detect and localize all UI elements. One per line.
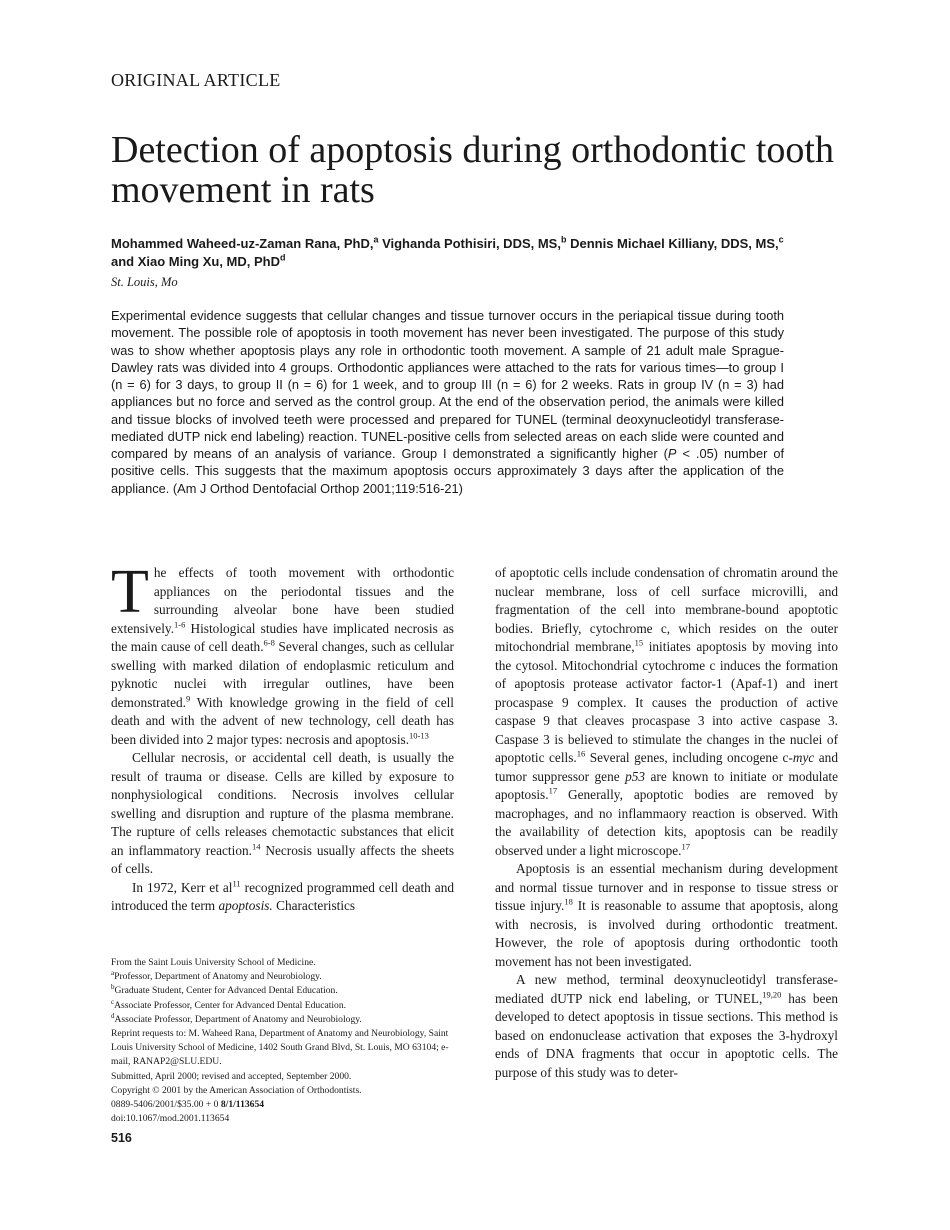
body-paragraph: [495, 860, 838, 971]
paragraph-text: are known to initiate or modulate apoptosis.: [495, 768, 838, 802]
paragraph-text: Cellular necrosis, or accidental cell death, is usually the result of trauma or disease. Cells are killed by exposure to nonphysiological conditions. Necrosis involves cellular swelling and disruption and rupture of the plasma membrane. The rupture of cells releases chemotactic substances that elicit an inflammatory reaction.: [111, 750, 454, 858]
body-paragraph: [111, 749, 454, 879]
emphasized-term: apoptosis.: [218, 898, 273, 913]
paragraph-text: A new method, terminal deoxynucleotidyl transferase-mediated dUTP nick end labeling, or TUNEL,: [495, 972, 838, 1006]
author-name: Vighanda Pothisiri, DDS, MS,: [378, 236, 561, 251]
article-code: 8/1/113654: [220, 1099, 265, 1111]
affiliation-marker: d: [280, 252, 286, 263]
citation: 9: [185, 693, 191, 704]
paragraph-text: In 1972, Kerr et al: [132, 879, 233, 895]
paragraph-text: Apoptosis is an essential mechanism during development and normal tissue turnover and in response to tissue stress or tissue injury.: [495, 861, 838, 913]
paragraph-text: and tumor suppressor gene: [495, 750, 838, 784]
paragraph-text: Several changes, such as cellular swelling with marked dilation of endoplasmic reticulum and pyknotic nuclei with irregular outlines, have been demonstrated.: [111, 639, 454, 710]
author-name: Dennis Michael Killiany, DDS, MS,: [566, 236, 779, 251]
citation: 18: [564, 896, 573, 907]
body-column-right: [495, 564, 838, 1082]
citation: 14: [251, 841, 261, 852]
author-list: [111, 235, 846, 271]
gene-name: myc: [792, 750, 815, 765]
citation: 17: [681, 841, 690, 852]
drop-cap: T: [111, 558, 149, 626]
affiliation-marker: b: [560, 234, 567, 245]
footnote-text: Professor, Department of Anatomy and Neurobiology.: [114, 971, 322, 983]
issn: 0889-5406/2001/$35.00 + 0: [111, 1099, 221, 1111]
citation: 10-13: [409, 730, 429, 741]
paragraph-text: has been developed to detect apoptosis in tissue sections. This method is based on endonuclease activation that exposes the 3-hydroxyl ends of DNA fragments that occur in apoptotic cells. The purpose of this study was to deter-: [495, 990, 838, 1080]
paragraph-text: he effects of tooth movement with orthodontic appliances on the periodontal tissues and the surrounding alveolar bone have been studied extensively.: [111, 565, 454, 636]
affiliation-marker: a: [373, 234, 379, 245]
paragraph-text: initiates apoptosis by moving into the cytosol. Mitochondrial cytochrome c induces the formation of apoptosis protease activator factor-1 (Apaf-1) and inert procaspase 9 complex. It causes the production of active caspase 9 that cleaves procaspase 3 into active caspase 3. Caspase 3 is believed to stimulate the changes in the nuclei of apoptotic cells.: [495, 639, 838, 765]
citation: 17: [548, 785, 558, 796]
abstract: [111, 307, 784, 497]
citation: 11: [232, 878, 241, 889]
footnote-marker: d: [111, 1011, 115, 1020]
issn-line: [111, 1098, 457, 1112]
gene-name: p53: [625, 768, 646, 784]
body-paragraph: [111, 558, 454, 749]
body-paragraph: [495, 971, 838, 1082]
abstract-p-symbol: P: [667, 446, 677, 461]
copyright: Copyright © 2001 by the American Association of Orthodontists.: [111, 1084, 362, 1096]
paragraph-text: of apoptotic cells include condensation of chromatin around the nuclear membrane, loss of cell surface microvilli, and fragmentation of the cell into membrane-bound apoptotic bodies. Briefly, cytochrome c, which resides on the outer mitochondrial membrane,: [495, 565, 838, 654]
abstract-text: < .05) number of positive cells. This suggests that the maximum apoptosis occurs approximately 3 days after the application of the appliance. (Am J Orthod Dentofacial Orthop 2001;119:516-21): [111, 446, 785, 496]
footnote: [111, 984, 457, 998]
doi: doi:10.1067/mod.2001.113654: [111, 1113, 230, 1125]
citation: 1-6: [174, 619, 186, 630]
paragraph-text: Characteristics: [272, 898, 356, 913]
section-label: ORIGINAL ARTICLE: [111, 70, 281, 90]
footnote: From the Saint Louis University School of Medicine.: [111, 957, 316, 968]
footnote-text: Associate Professor, Center for Advanced Dental Education.: [114, 999, 347, 1011]
footnote-text: Graduate Student, Center for Advanced Dental Education.: [114, 985, 338, 997]
footnote-marker: c: [111, 997, 115, 1006]
footnote: [111, 999, 457, 1013]
body-column-left: [111, 558, 454, 916]
footnote-marker: b: [111, 983, 115, 992]
paragraph-text: recognized programmed cell death and introduced the term: [111, 879, 454, 913]
citation: 19,20: [762, 989, 782, 1000]
footnote-text: Associate Professor, Department of Anatomy and Neurobiology.: [114, 1013, 362, 1025]
author-name: Mohammed Waheed-uz-Zaman Rana, PhD,: [111, 236, 374, 251]
footnotes: [111, 956, 457, 1126]
paragraph-text: Necrosis usually affects the sheets of cells.: [111, 842, 454, 876]
article-title: Detection of apoptosis during orthodontic tooth movement in rats: [111, 129, 834, 211]
affiliation-marker: c: [778, 234, 784, 245]
citation: 16: [576, 748, 586, 759]
footnote-marker: a: [111, 969, 115, 978]
page-number: 516: [111, 1131, 132, 1145]
footnote: [111, 1013, 457, 1027]
author-name: and Xiao Ming Xu, MD, PhD: [111, 254, 280, 269]
footnote: [111, 970, 457, 984]
paragraph-text: It is reasonable to assume that apoptosis, along with necrosis, is involved during orthodontic treatment. However, the role of apoptosis during orthodontic tooth movement has not been investigated.: [495, 898, 838, 969]
body-paragraph: [111, 879, 454, 916]
paragraph-text: Histological studies have implicated necrosis as the main cause of cell death.: [111, 620, 454, 654]
citation: 6-8: [263, 637, 275, 648]
paragraph-text: Generally, apoptotic bodies are removed by macrophages, and no inflammaory reaction is observed. With the availability of detection kits, apoptosis can be readily observed under a light microscope.: [495, 787, 838, 858]
body-paragraph: [495, 564, 838, 860]
reprint-request: Reprint requests to: M. Waheed Rana, Department of Anatomy and Neurobiology, Saint Louis University School of Medicine, 1402 South Grand Blvd, St. Louis, MO 63104; e-mail, RANAP2@SLU.EDU.: [111, 1028, 449, 1068]
abstract-text: Experimental evidence suggests that cellular changes and tissue turnover occurs in the periapical tissue during tooth movement. The possible role of apoptosis in tooth movement has never been investigated. The purpose of this study was to show whether apoptosis plays any role in orthodontic tooth movement. A sample of 21 adult male Sprague-Dawley rats was divided into 4 groups. Orthodontic appliances were attached to the rats for various times—to group I (n = 6) for 3 days, to group II (n = 6) for 1 week, and to group III (n = 6) for 2 weeks. Rats in group IV (n = 3) had appliances but no force and served as the control group. At the end of the observation period, the animals were killed and tissue blocks of involved teeth were processed and prepared for TUNEL (terminal deoxynucleotidyl transferase-mediated dUTP nick end labeling) reaction. TUNEL-positive cells from selected areas on each slide were counted and compared by means of an analysis of variance. Group I demonstrated a significantly higher (: [111, 308, 784, 461]
author-location: St. Louis, Mo: [111, 275, 178, 289]
citation: 15: [634, 637, 644, 648]
paragraph-text: Several genes, including oncogene c-: [585, 750, 793, 765]
paragraph-text: With knowledge growing in the field of cell death and with the advent of new technology, cell death has been divided into 2 major types: necrosis and apoptosis.: [111, 694, 454, 747]
submission-dates: Submitted, April 2000; revised and accepted, September 2000.: [111, 1070, 352, 1082]
